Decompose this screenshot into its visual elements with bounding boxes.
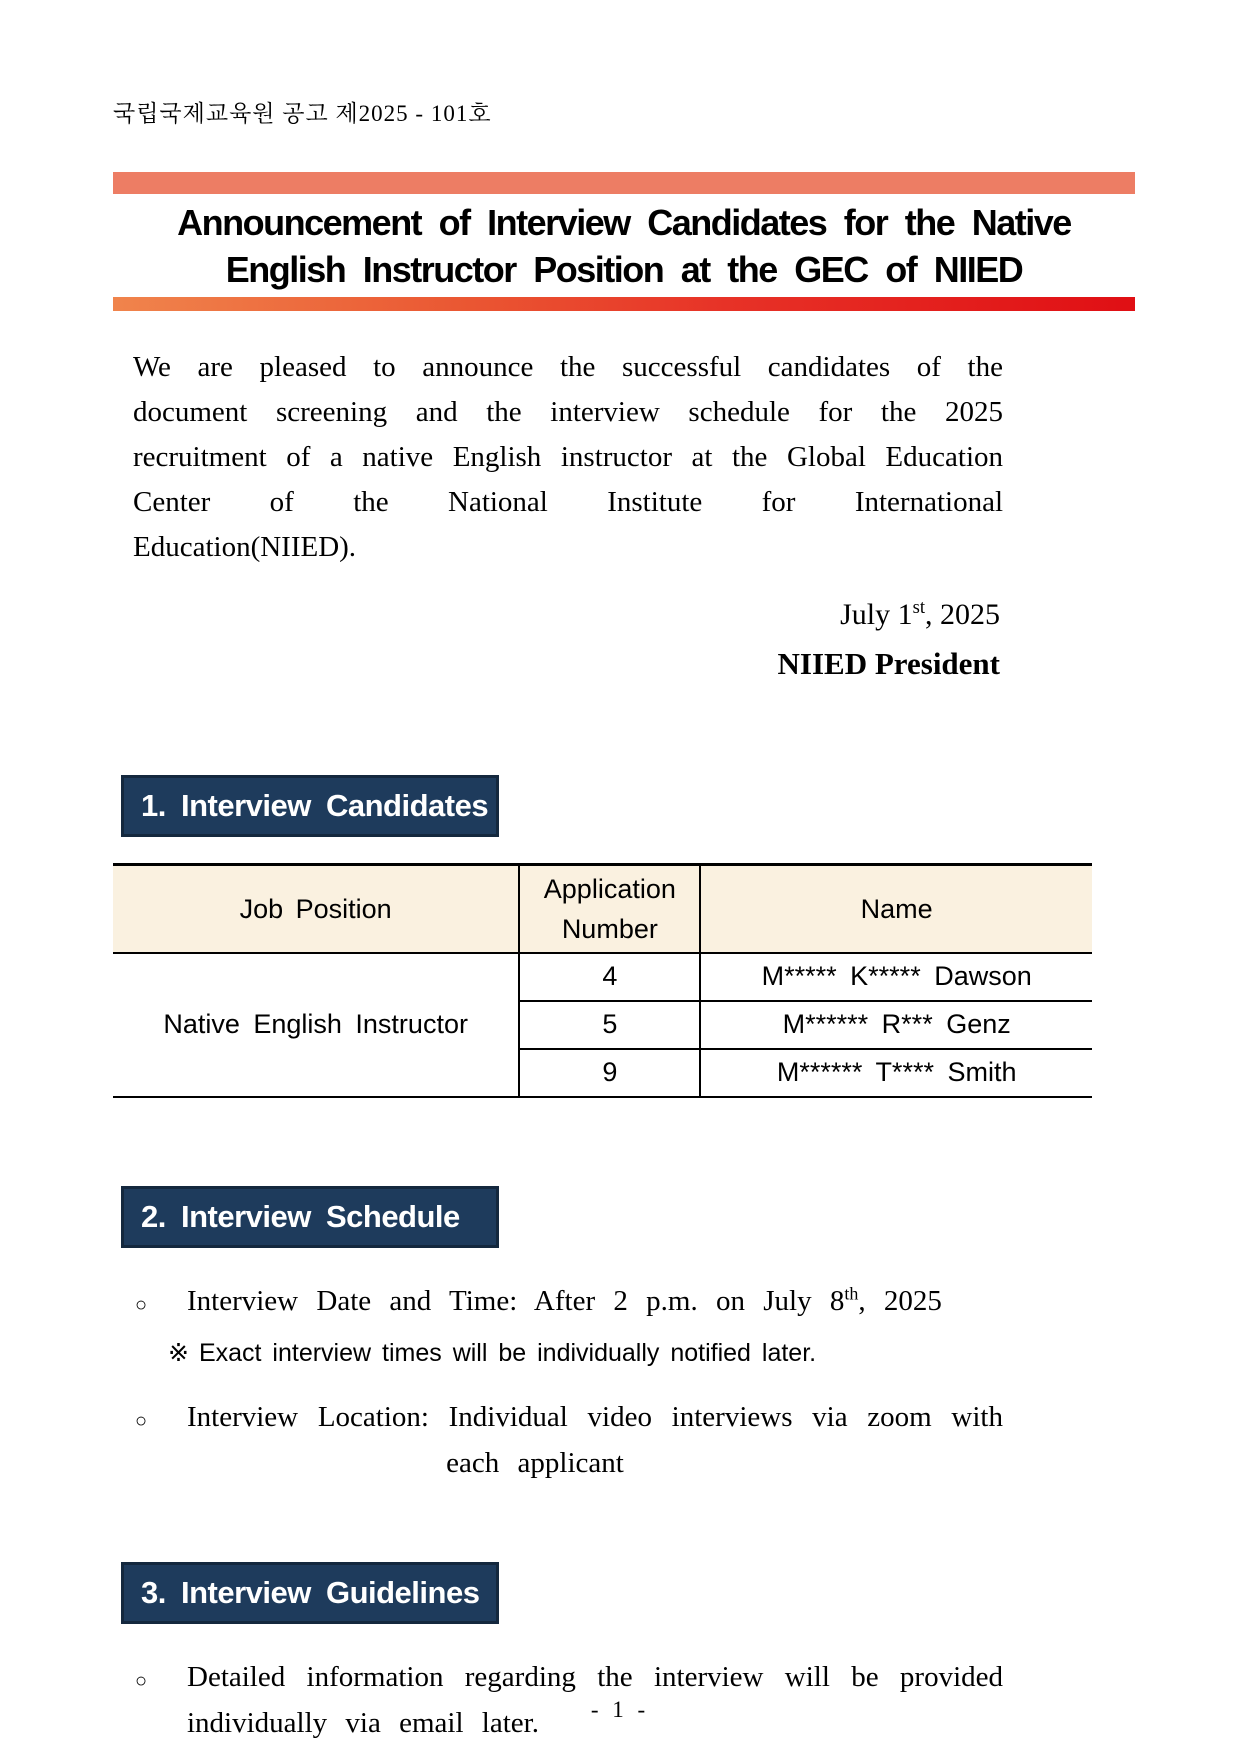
reference-mark-icon: ※ (168, 1338, 189, 1367)
announcement-date (0, 598, 1000, 632)
interview-date-time-text (187, 1278, 1003, 1328)
bullet-circle-icon: ○ (135, 1293, 148, 1316)
table-row (113, 953, 1092, 1001)
column-header-name: Name (700, 865, 1092, 953)
page-number: - 1 - (590, 1697, 650, 1722)
date-suffix: , 2025 (925, 598, 1000, 631)
doc-number: 국립국제교육원 공고 제2025 - 101호 (113, 101, 492, 126)
title-top-bar (113, 172, 1135, 194)
candidate-name-cell: M****** T**** Smith (700, 1049, 1092, 1097)
section-heading-interview-candidates: 1. Interview Candidates (121, 775, 499, 837)
title-block (113, 172, 1135, 311)
column-header-job-position: Job Position (113, 865, 519, 953)
location-line-2: each applicant (446, 1446, 624, 1479)
signature: NIIED President (777, 646, 1000, 681)
note-text: Exact interview times will be individually notified later. (198, 1338, 817, 1367)
page-title (113, 194, 1135, 297)
section-heading-interview-schedule: 2. Interview Schedule (121, 1186, 499, 1248)
title-line-2: English Instructor Position at the GEC of NIIED (225, 249, 1023, 290)
date-time-prefix: Interview Date and Time: After 2 p.m. on July 8 (187, 1284, 845, 1317)
candidates-table (113, 863, 1092, 1098)
title-line-1: Announcement of Interview Candidates for the Native (177, 202, 1071, 243)
application-number-cell: 5 (519, 1001, 700, 1049)
guidelines-text: Detailed information regarding the interview will be provided individually via email later. (187, 1660, 1003, 1739)
candidate-name-cell: M****** R*** Genz (700, 1001, 1092, 1049)
job-position-cell: Native English Instructor (113, 953, 519, 1097)
column-header-application-number: Application Number (519, 865, 700, 953)
candidate-name-cell: M***** K***** Dawson (700, 953, 1092, 1001)
application-number-cell: 9 (519, 1049, 700, 1097)
section-heading-interview-guidelines: 3. Interview Guidelines (121, 1562, 499, 1624)
table-header-row (113, 865, 1092, 953)
interview-location-text (187, 1394, 1003, 1486)
bullet-interview-location (135, 1394, 1003, 1486)
interview-time-note (168, 1338, 1240, 1368)
bullet-circle-icon: ○ (135, 1409, 148, 1432)
date-time-suffix: , 2025 (858, 1284, 942, 1317)
date-prefix: July 1 (840, 598, 913, 631)
location-line-1: Interview Location: Individual video interviews via zoom with (187, 1400, 1003, 1433)
date-ordinal: st (912, 597, 925, 618)
bullet-interview-date-time (135, 1278, 1003, 1328)
intro-paragraph: We are pleased to announce the successful candidates of the document screening and the interview schedule for the 2025 recruitment of a native English instructor at the Global Education Center of the National Institute for International Education(NIIED). (133, 351, 1003, 563)
bullet-circle-icon: ○ (135, 1669, 148, 1692)
title-bottom-bar (113, 297, 1135, 311)
application-number-cell: 4 (519, 953, 700, 1001)
date-time-ordinal: th (844, 1282, 859, 1303)
